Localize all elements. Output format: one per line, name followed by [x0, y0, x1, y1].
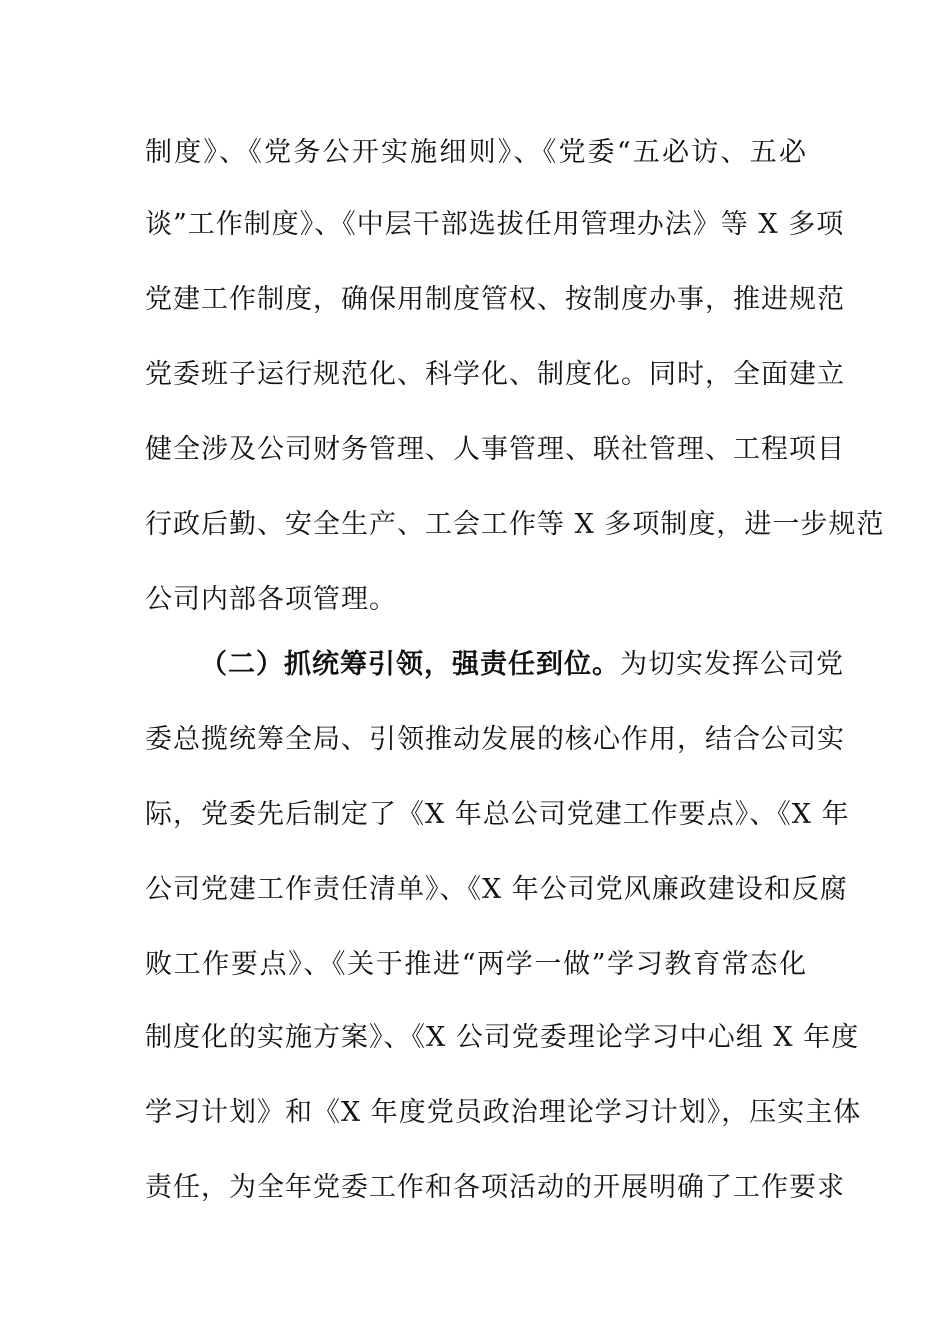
paragraph-1-line-1: 制度》、《党务公开实施细则》、《党委“五必访、五必 — [145, 137, 807, 168]
paragraph-1-line-5: 健全涉及公司财务管理、人事管理、联社管理、工程项目 — [145, 434, 845, 465]
paragraph-2-line-8: 责任，为全年党委工作和各项活动的开展明确了工作要求 — [145, 1172, 845, 1203]
paragraph-2-line-4: 公司党建工作责任清单》、《X 年公司党风廉政建设和反腐 — [145, 874, 848, 905]
paragraph-2-line-7: 学习计划》和《X 年度党员政治理论学习计划》，压实主体 — [145, 1097, 862, 1128]
paragraph-1-line-7: 公司内部各项管理。 — [145, 584, 397, 615]
paragraph-2-line-3: 际，党委先后制定了《X 年总公司党建工作要点》、《X 年 — [145, 799, 850, 830]
paragraph-2-line-6: 制度化的实施方案》、《X 公司党委理论学习中心组 X 年度 — [145, 1022, 860, 1053]
paragraph-1-line-3: 党建工作制度，确保用制度管权、按制度办事，推进规范 — [145, 284, 845, 315]
paragraph-2-line-1 — [200, 645, 844, 685]
paragraph-2-line-5: 败工作要点》、《关于推进“两学一做”学习教育常态化 — [145, 949, 807, 980]
paragraph-1-line-6: 行政后勤、安全生产、工会工作等 X 多项制度，进一步规范 — [145, 509, 885, 540]
paragraph-1-line-2: 谈”工作制度》、《中层干部选拔任用管理办法》等 X 多项 — [145, 209, 845, 240]
section-heading: （二）抓统筹引领，强责任到位。 — [200, 649, 620, 680]
paragraph-2-line-2: 委总揽统筹全局、引领推动发展的核心作用，结合公司实 — [145, 724, 845, 755]
paragraph-2-line-1-text: 为切实发挥公司党 — [620, 649, 844, 680]
paragraph-1-line-4: 党委班子运行规范化、科学化、制度化。同时，全面建立 — [145, 359, 845, 390]
